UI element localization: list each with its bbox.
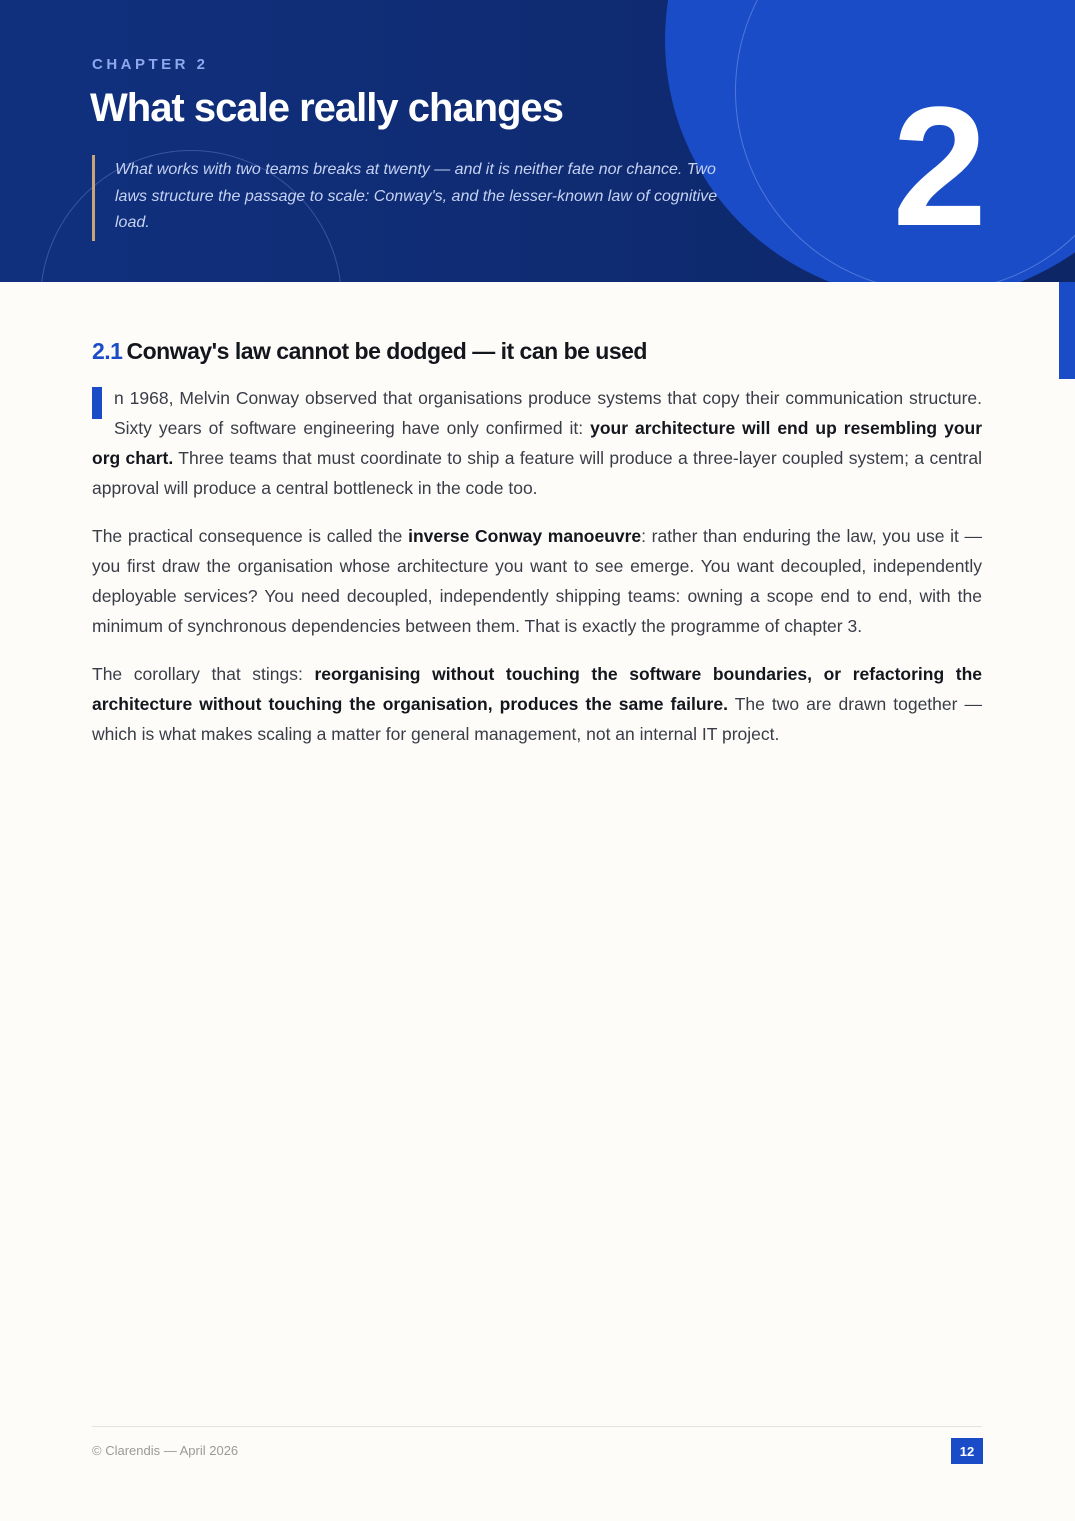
- chapter-number: 2: [892, 72, 983, 262]
- chapter-title: What scale really changes: [90, 86, 564, 130]
- paragraph-2-text-c: : rather than enduring the law, you use it — you first draw the organisation whose architecture you want to see emerge. You want decoupled, independently deployable services? You need decoupled, independently shipping teams: owning a scope end to end, with the minimum of synchronous dependencies between them. That is exactly the programme of chapter 3.: [92, 526, 982, 636]
- paragraph-2-emphasis: inverse Conway manoeuvre: [408, 526, 642, 546]
- section-title: Conway's law cannot be dodged — it can be used: [126, 338, 647, 364]
- page-number-badge: 12: [951, 1438, 983, 1464]
- footer-copyright: © Clarendis — April 2026: [92, 1443, 239, 1458]
- paragraph-1: [92, 383, 982, 503]
- paragraph-1-emphasis: your architecture will end up resembling your org chart.: [92, 418, 983, 468]
- section-heading: [92, 338, 982, 365]
- paragraph-3-text-a: The corollary that stings:: [92, 664, 315, 684]
- chapter-content: [92, 338, 982, 767]
- chapter-hero: [0, 0, 1075, 282]
- paragraph-2-text-a: The practical consequence is called the: [92, 526, 409, 546]
- paragraph-1-text-a: n 1968, Melvin Conway observed that organisations produce systems that copy their communication structure. Sixty years of software engineering have only confirmed it:: [114, 388, 982, 438]
- chapter-eyebrow: CHAPTER 2: [92, 56, 209, 73]
- section-number: 2.1: [92, 338, 123, 364]
- chapter-side-tab: [1059, 282, 1075, 379]
- paragraph-3: [92, 659, 982, 749]
- dropcap-bar: [92, 387, 102, 419]
- paragraph-3-emphasis: reorganising without touching the software boundaries, or refactoring the architecture without touching the organisation, produces the same failure.: [92, 664, 982, 714]
- paragraph-1-text-c: Three teams that must coordinate to ship a feature will produce a three-layer coupled system; a central approval will produce a central bottleneck in the code too.: [92, 448, 982, 498]
- footer-divider: [92, 1426, 982, 1427]
- chapter-lede: What works with two teams breaks at twenty — and it is neither fate nor chance. Two laws structure the passage to scale: Conway's, and the lesser-known law of cognitive load.: [92, 155, 735, 241]
- paragraph-2: [92, 521, 982, 641]
- paragraph-3-text-c: The two are drawn together — which is what makes scaling a matter for general management, not an internal IT project.: [92, 694, 983, 744]
